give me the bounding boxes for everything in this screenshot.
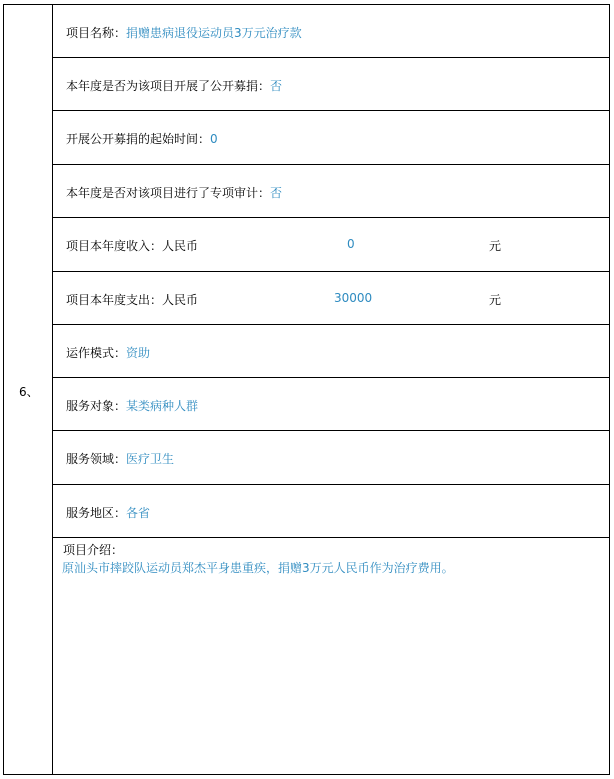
field-value: 否 (270, 186, 283, 200)
field-value: 否 (270, 79, 283, 93)
intro-text: 原汕头市摔跤队运动员郑杰平身患重疾，捐赠3万元人民币作为治疗费用。 (62, 561, 454, 575)
field-label: 服务地区： (66, 506, 127, 520)
field-value: 0 (210, 132, 218, 146)
project-fields (53, 5, 609, 774)
project-intro (53, 538, 609, 774)
field-value: 捐赠患病退役运动员3万元治疗款 (126, 26, 302, 40)
field-service-domain (53, 431, 609, 485)
expense-amount: 30000 (334, 291, 373, 305)
project-table (3, 4, 610, 775)
field-value: 各省 (126, 506, 151, 520)
index-column (4, 5, 53, 774)
field-label: 服务对象： (66, 399, 127, 413)
field-label: 项目本年度支出：人民币 (66, 293, 199, 307)
field-label: 本年度是否对该项目进行了专项审计： (66, 186, 271, 200)
field-service-region (53, 485, 609, 538)
field-annual-income (53, 218, 609, 272)
intro-label: 项目介绍： (63, 543, 124, 557)
field-label: 服务领域： (66, 452, 127, 466)
field-value: 医疗卫生 (126, 452, 175, 466)
field-label: 开展公开募捐的起始时间： (66, 132, 211, 146)
field-value: 资助 (126, 346, 151, 360)
field-project-name (53, 5, 609, 58)
field-label: 项目名称： (66, 26, 127, 40)
field-fundraising-start (53, 111, 609, 165)
field-label: 本年度是否为该项目开展了公开募捐： (66, 79, 271, 93)
field-special-audit (53, 165, 609, 218)
field-operation-mode (53, 325, 609, 378)
income-amount: 0 (347, 237, 355, 251)
field-value: 某类病种人群 (126, 399, 199, 413)
expense-unit: 元 (489, 293, 502, 307)
row-index: 6、 (19, 385, 39, 399)
field-label: 运作模式： (66, 346, 127, 360)
field-public-fundraising (53, 58, 609, 111)
income-unit: 元 (489, 239, 502, 253)
field-annual-expense (53, 272, 609, 325)
field-label: 项目本年度收入：人民币 (66, 239, 199, 253)
field-service-target (53, 378, 609, 431)
